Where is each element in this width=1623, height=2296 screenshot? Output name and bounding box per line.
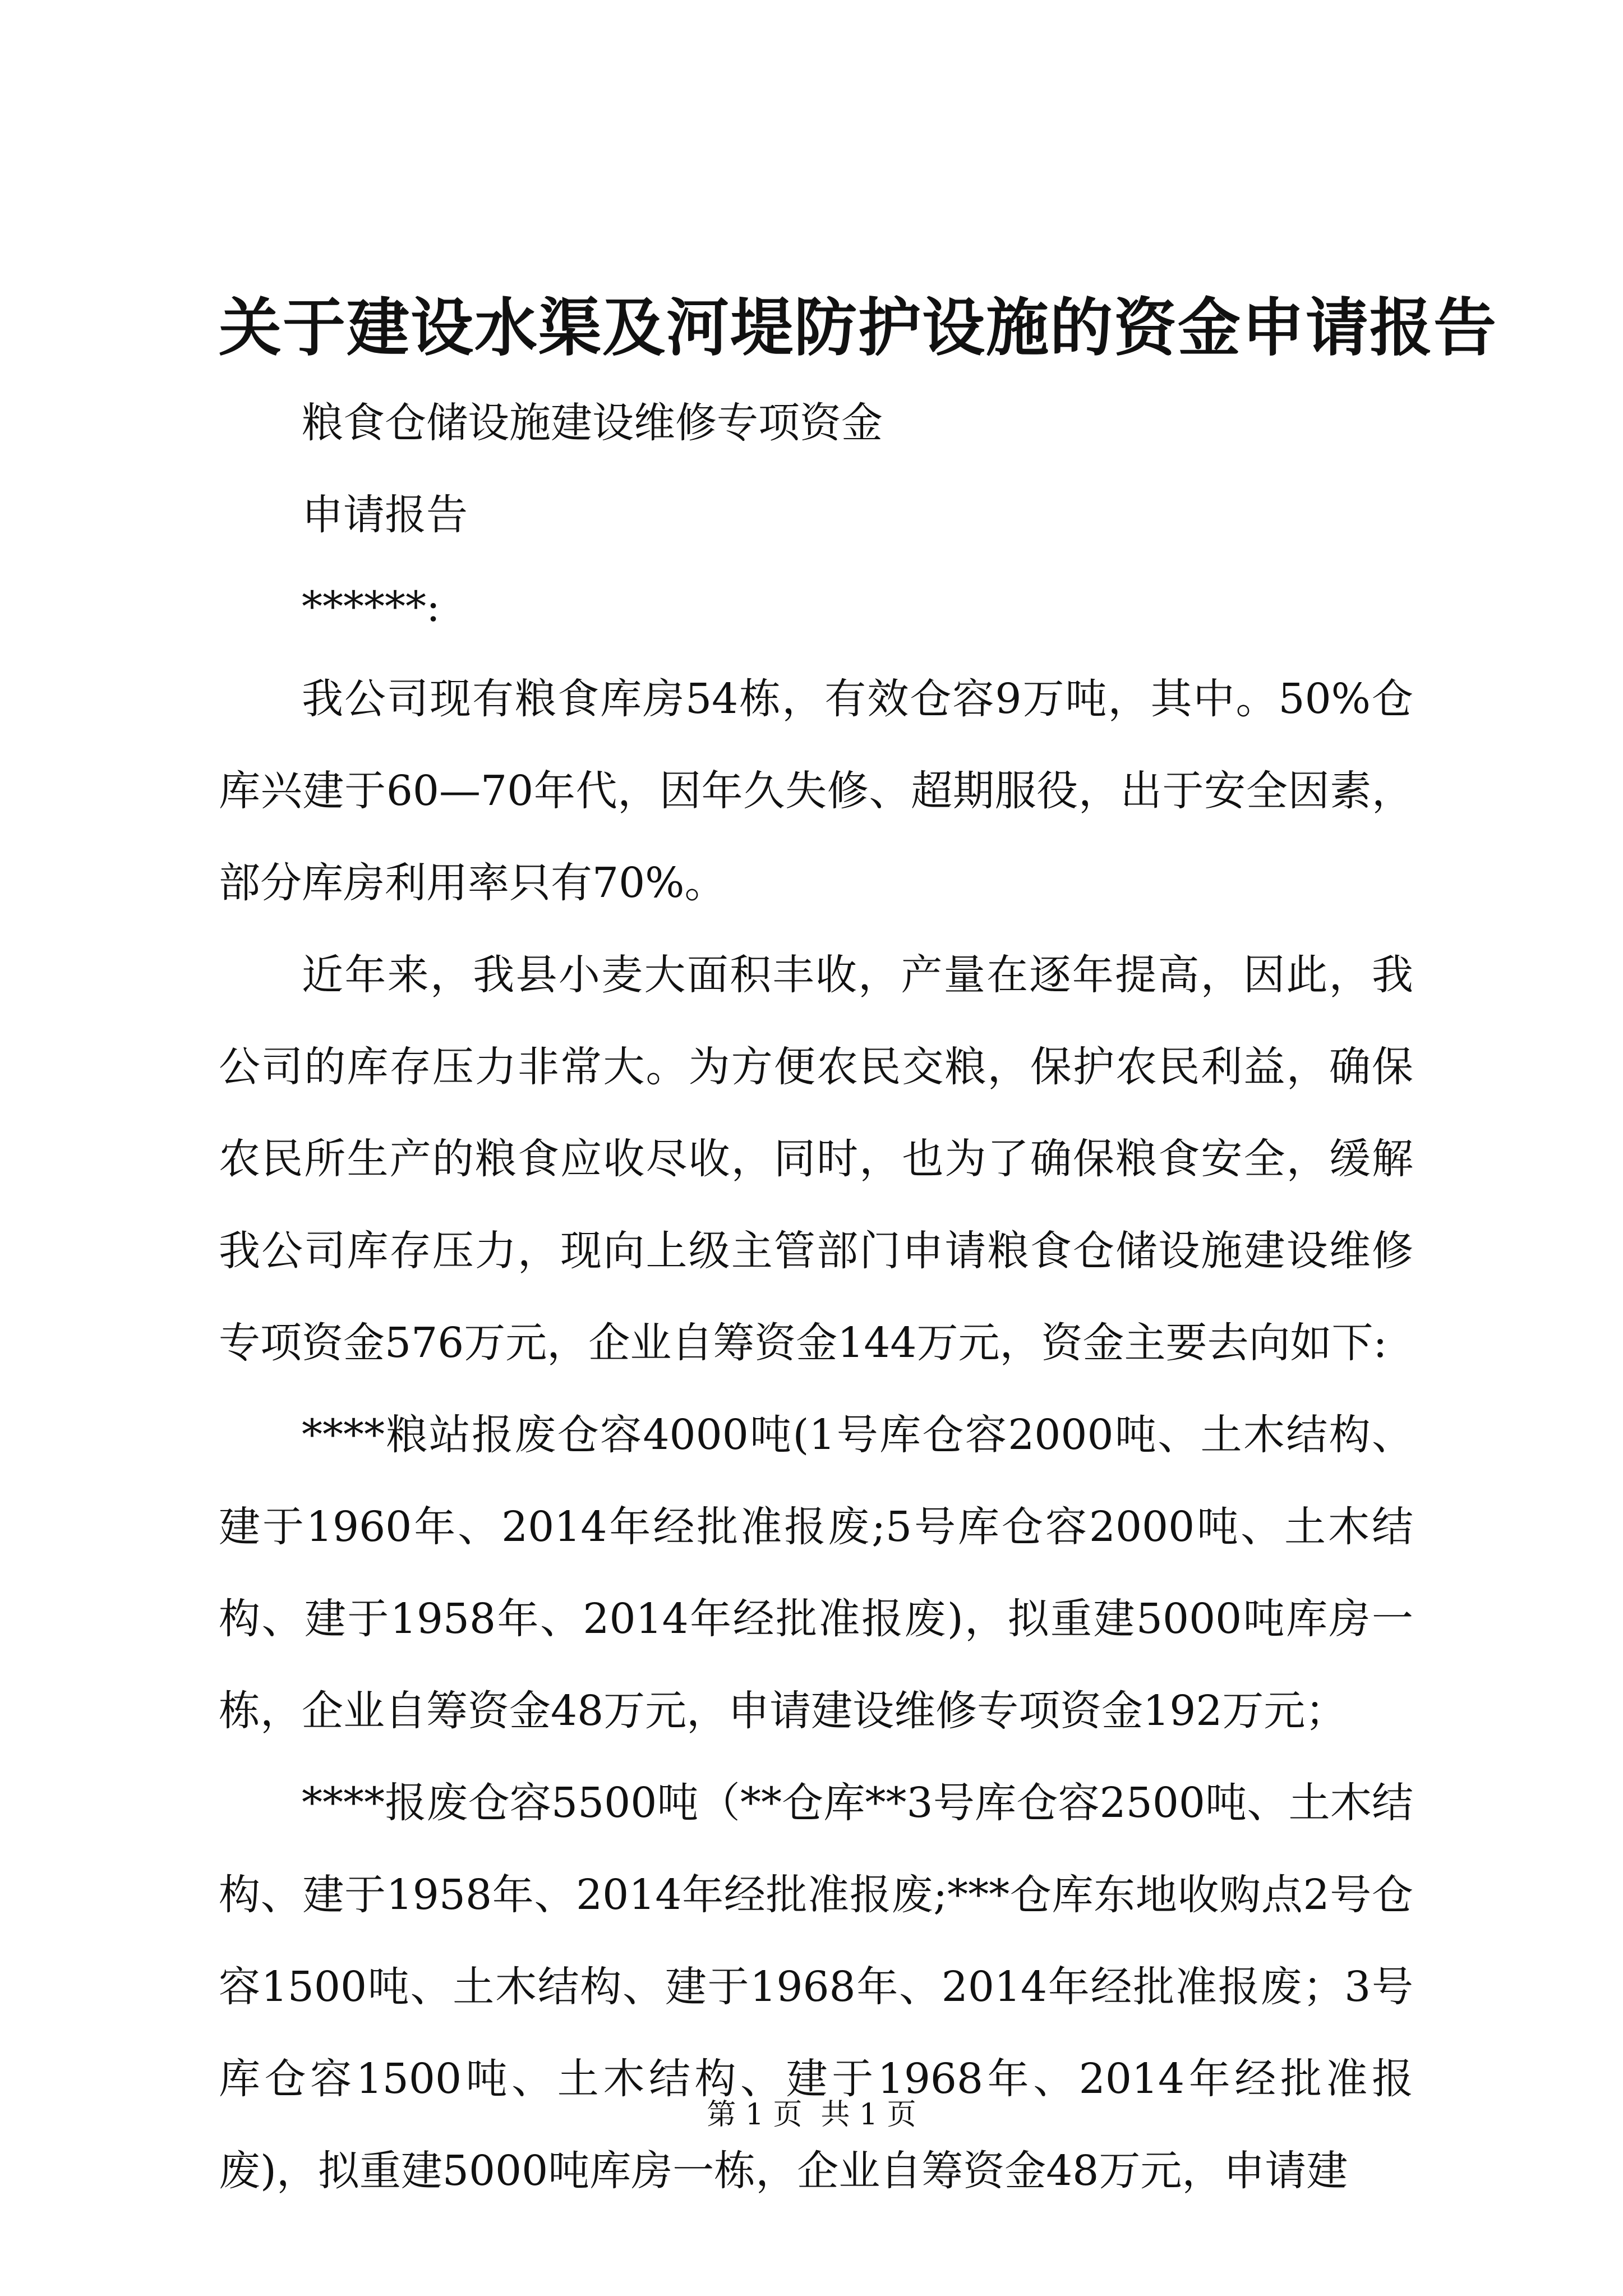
- subtitle-line-2: 申请报告: [302, 491, 468, 539]
- body-paragraph-4: ****报废仓容5500吨（**仓库**3号库仓容2500吨、土木结构、建于1958年、2014年经批准报废;***仓库东地收购点2号仓容1500吨、土木结构、建于1968年、2014年经批准报废；3号库仓容1500吨、土木结构、建于1968年、2014年经批准报废)，拟重建5000吨库房一栋，企业自筹资金48万元，申请建: [219, 1779, 1413, 2195]
- page-footer: 第 1 页 共 1 页: [707, 2098, 916, 2132]
- subtitle-line-1: 粮食仓储设施建设维修专项资金: [302, 399, 883, 447]
- document-title: 关于建设水渠及河堤防护设施的资金申请报告: [219, 291, 1497, 365]
- document-body: [219, 377, 1413, 2217]
- body-paragraph-1: 我公司现有粮食库房54栋，有效仓容9万吨，其中。50%仓库兴建于60—70年代，因年久失修、超期服役，出于安全因素，部分库房利用率只有70%。: [219, 675, 1413, 907]
- body-paragraph-2: 近年来，我县小麦大面积丰收，产量在逐年提高，因此，我公司的库存压力非常大。为方便农民交粮，保护农民利益，确保农民所生产的粮食应收尽收，同时，也为了确保粮食安全，缓解我公司库存压力，现向上级主管部门申请粮食仓储设施建设维修专项资金576万元，企业自筹资金144万元，资金主要去向如下:: [219, 951, 1413, 1367]
- body-paragraph-3: ****粮站报废仓容4000吨(1号库仓容2000吨、土木结构、建于1960年、2014年经批准报废;5号库仓容2000吨、土木结构、建于1958年、2014年经批准报废)，拟重建5000吨库房一栋，企业自筹资金48万元，申请建设维修专项资金192万元；: [219, 1411, 1413, 1735]
- salutation: ******:: [302, 583, 440, 631]
